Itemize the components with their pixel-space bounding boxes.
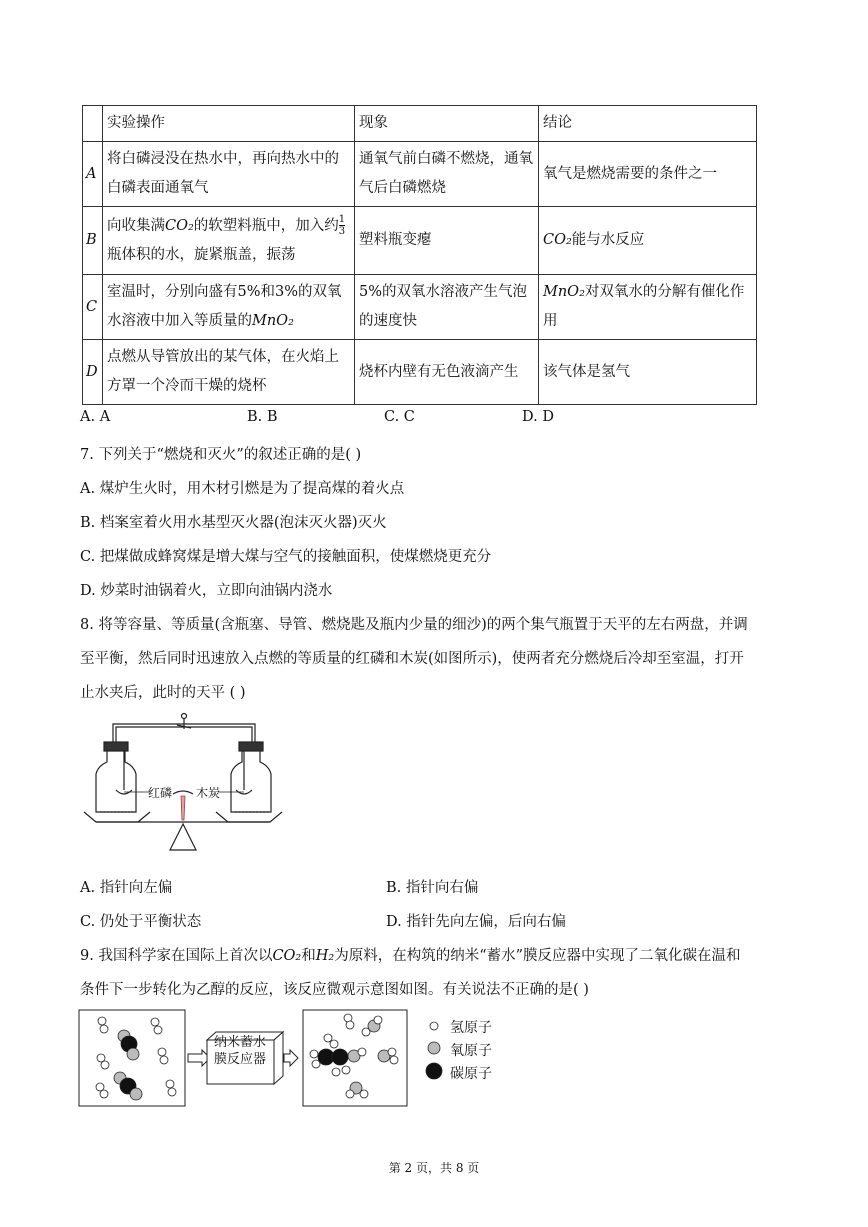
- row-label: D: [83, 340, 103, 405]
- formula: CO₂: [272, 948, 302, 964]
- q8-stem-line1: 8. 将等容量、等质量(含瓶塞、导管、燃烧匙及瓶内少量的细沙)的两个集气瓶置于天平的左右两盘，并调: [80, 617, 748, 633]
- scale-arc: [173, 791, 193, 794]
- table-header-cell: 结论: [539, 106, 757, 142]
- q7-option-c: C. 把煤做成蜂窝煤是增大煤与空气的接触面积，使煤燃烧更充分: [80, 549, 492, 565]
- legend-oxygen: 氧原子: [450, 1043, 492, 1059]
- fig-label-charcoal: 木炭: [196, 786, 221, 800]
- table-header-cell: [83, 106, 103, 142]
- op-cell: [103, 275, 355, 340]
- table-row: [83, 207, 757, 275]
- row-label: B: [83, 207, 103, 275]
- phenomenon-cell: 烧杯内壁有无色液滴产生: [355, 340, 539, 405]
- phenomenon-cell: 塑料瓶变瘪: [355, 207, 539, 275]
- conclusion-cell: [539, 207, 757, 275]
- legend-hydrogen: 氢原子: [450, 1020, 492, 1036]
- balance-figure: [78, 712, 288, 862]
- conclusion-cell: 该气体是氢气: [539, 340, 757, 405]
- q9-stem-line1: [80, 944, 741, 965]
- formula: H₂: [315, 948, 335, 964]
- q7-option-a: A. 煤炉生火时，用木材引燃是为了提高煤的着火点: [80, 481, 405, 497]
- hydrogen-atom-icon: [430, 1022, 438, 1030]
- op-cell: 点燃从导管放出的某气体，在火焰上方罩一个冷而干燥的烧杯: [103, 340, 355, 405]
- legend-carbon: 碳原子: [450, 1066, 492, 1082]
- op-cell: [103, 207, 355, 275]
- q6-option-b: B. B: [247, 409, 278, 425]
- q8-option-b: B. 指针向右偏: [386, 880, 479, 896]
- pointer-icon: [181, 796, 185, 820]
- op-text: 的软塑料瓶中，加入约: [193, 217, 339, 234]
- arrow-icon: [284, 1050, 298, 1066]
- q6-option-d: D. D: [522, 409, 554, 425]
- reactor-label: [208, 1034, 272, 1068]
- numerator: 1: [338, 214, 346, 225]
- row-label: A: [83, 142, 103, 207]
- right-bottle-icon: [231, 742, 271, 812]
- q7-option-d: D. 炒菜时油锅着火，立即向油锅内浇水: [80, 583, 333, 599]
- conclusion-text: 能与水反应: [571, 232, 645, 248]
- fraction: [339, 214, 345, 237]
- formula: MnO₂: [252, 313, 294, 329]
- table-header-cell: 现象: [355, 106, 539, 142]
- conclusion-cell: [539, 275, 757, 340]
- op-text: 向收集满: [107, 217, 165, 234]
- op-text: 室温时，分别向盛有5%和3%的双氧水溶液中加入等质量的: [107, 284, 342, 329]
- page-footer: 第 2 页，共 8 页: [388, 1161, 480, 1175]
- q8-stem-line2: 至平衡，然后同时迅速放入点燃的等质量的红磷和木炭(如图所示)，使两者充分燃烧后冷却至室温，打开: [80, 651, 744, 667]
- product-molecules: [310, 1014, 398, 1098]
- reactor-label-line1: 纳米蓄水: [213, 1035, 266, 1050]
- q8-option-d: D. 指针先向左偏，后向右偏: [386, 914, 566, 930]
- reactant-molecules: [96, 1017, 176, 1100]
- table-row: [83, 142, 757, 207]
- connecting-tube-inner: [116, 727, 252, 742]
- q8-option-c: C. 仍处于平衡状态: [80, 914, 202, 930]
- row-label: C: [83, 275, 103, 340]
- formula: MnO₂: [543, 284, 585, 300]
- formula: CO₂: [543, 232, 572, 248]
- conclusion-text: 对双氧水的分解有催化作用: [543, 284, 745, 329]
- q7-option-b: B. 档案室着火用水基型灭火器(泡沫灭火器)灭火: [80, 515, 387, 531]
- q7-stem: 7. 下列关于“燃烧和灭火”的叙述正确的是( ): [80, 447, 362, 463]
- q9-text: 和: [301, 948, 316, 964]
- q9-stem-line2: 条件下一步转化为乙醇的反应，该反应微观示意图如图。有关说法不正确的是( ): [80, 982, 589, 998]
- table-header-row: [83, 106, 757, 142]
- experiment-table: [82, 105, 757, 405]
- op-text: 瓶体积的水，旋紧瓶盖，振荡: [107, 246, 296, 263]
- q8-option-a: A. 指针向左偏: [80, 880, 173, 896]
- formula: CO₂: [165, 217, 194, 234]
- oxygen-atom-icon: [428, 1042, 440, 1054]
- table-row: [83, 340, 757, 405]
- legend-icons: [424, 1016, 444, 1082]
- left-bottle-icon: [96, 742, 136, 812]
- left-pan: [84, 812, 150, 822]
- fulcrum-icon: [170, 824, 196, 850]
- q9-text: 9. 我国科学家在国际上首次以: [80, 948, 273, 964]
- fig-label-red-phosphorus: 红磷: [148, 786, 173, 800]
- q8-stem-line3: 止水夹后，此时的天平 ( ): [80, 685, 246, 701]
- conclusion-cell: 氧气是燃烧需要的条件之一: [539, 142, 757, 207]
- phenomenon-cell: 5%的双氧水溶液产生气泡的速度快: [355, 275, 539, 340]
- table-header-cell: 实验操作: [103, 106, 355, 142]
- table-row: [83, 275, 757, 340]
- right-pan: [216, 812, 282, 822]
- q6-option-a: A. A: [80, 409, 111, 425]
- carbon-atom-icon: [426, 1063, 442, 1079]
- q9-text: 为原料，在构筑的纳米“蓄水”膜反应器中实现了二氧化碳在温和: [334, 948, 741, 964]
- denominator: 3: [338, 226, 346, 237]
- q6-option-c: C. C: [384, 409, 415, 425]
- op-cell: 将白磷浸没在热水中，再向热水中的白磷表面通氧气: [103, 142, 355, 207]
- reactor-label-line2: 膜反应器: [213, 1052, 266, 1067]
- phenomenon-cell: 通氧气前白磷不燃烧，通氧气后白磷燃烧: [355, 142, 539, 207]
